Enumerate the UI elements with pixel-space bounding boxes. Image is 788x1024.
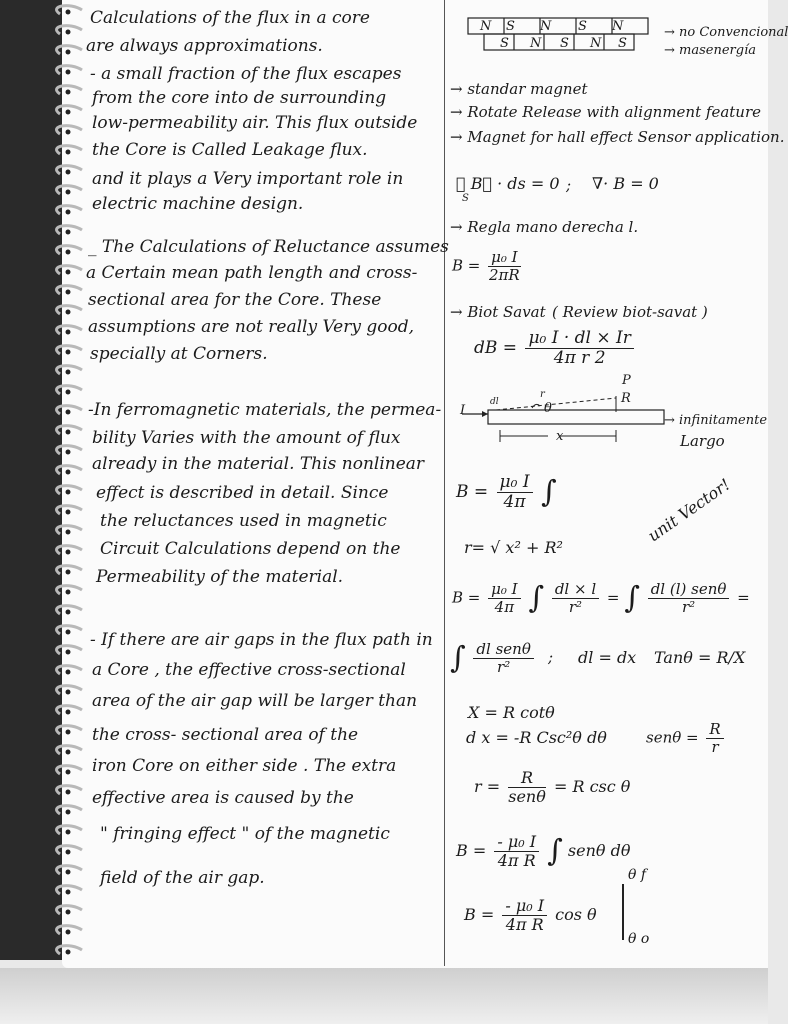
infinite-wire-note2: Largo [680, 432, 725, 450]
spiral-hole [66, 710, 71, 715]
spiral-hole [66, 490, 71, 495]
equation-dx: d x = -R Csc²θ dθ [466, 728, 607, 747]
spiral-hole [66, 570, 71, 575]
equation-dl-dx: dl = dx [578, 648, 637, 667]
unit-vector-note: unit Vector! [644, 474, 734, 546]
note-line: -In ferromagnetic materials, the permea- [88, 400, 442, 420]
note-line: " fringing effect " of the magnetic [100, 824, 390, 844]
spiral-hole [66, 310, 71, 315]
spiral-hole [66, 950, 71, 955]
magnet-bottom-label: S [560, 36, 569, 51]
equation-biot-savart: dB = $\frac{\text{μ₀ I · dl × Ir}}{\text{4π r 2}}$ [474, 330, 637, 367]
spiral-hole [66, 690, 71, 695]
spiral-hole [66, 650, 71, 655]
note-line: Calculations of the flux in a core [90, 8, 370, 28]
gauss-law-divergence: ∇· B = 0 [592, 174, 659, 193]
spiral-hole [66, 750, 71, 755]
spiral-hole [66, 830, 71, 835]
note-line: are always approximations. [86, 36, 323, 56]
note-line: a Core , the effective cross-sectional [92, 660, 406, 680]
spiral-hole [66, 150, 71, 155]
note-line: - If there are air gaps in the flux path in [90, 630, 433, 650]
limit-upper: θ f [628, 867, 647, 883]
spiral-hole [66, 530, 71, 535]
spiral-hole [66, 890, 71, 895]
spiral-hole [66, 410, 71, 415]
gauss-law-subscript: S [462, 193, 469, 204]
spiral-hole [66, 290, 71, 295]
note-line: the Core is Called Leakage flux. [92, 140, 368, 160]
note-line: from the core into de surrounding [92, 88, 387, 108]
spiral-hole [66, 10, 71, 15]
note-line: Permeability of the material. [96, 567, 344, 587]
magnet-bottom-label: N [590, 36, 602, 51]
note-line: Circuit Calculations depend on the [100, 539, 401, 559]
biot-savart-note: ( Review biot-savat ) [552, 303, 708, 321]
spiral-hole [66, 610, 71, 615]
diagram-current-label: I [460, 403, 466, 418]
spiral-hole [66, 210, 71, 215]
note-line: specially at Corners. [90, 344, 268, 364]
spiral-hole [66, 930, 71, 935]
biot-savart-title: → Biot Savat [450, 303, 546, 321]
spiral-rings [0, 0, 90, 960]
diagram-theta-label: θ [544, 401, 552, 416]
spiral-hole [66, 910, 71, 915]
spiral-hole [66, 730, 71, 735]
limit-lower: θ o [628, 931, 650, 947]
spiral-hole [66, 30, 71, 35]
magnet-top-label: N [480, 19, 492, 34]
spiral-hole [66, 370, 71, 375]
bullet-item: → standar magnet [450, 80, 588, 98]
spiral-hole [66, 630, 71, 635]
spiral-hole [66, 90, 71, 95]
center-margin-line [444, 0, 445, 966]
equation-separator: ; [548, 648, 554, 666]
magnet-note: → masenergía [664, 43, 756, 58]
note-line: electric machine design. [92, 194, 304, 214]
equation-b-final-integral: B = $\frac{\text{- μ₀ I}}{\text{4π R}}$ ∫ senθ dθ [456, 832, 631, 870]
gauss-law-separator: ; [566, 176, 572, 194]
magnet-top-label: S [578, 19, 587, 34]
equation-b-final: B = $\frac{\text{- μ₀ I}}{\text{4π R}}$ cos θ [464, 896, 597, 934]
diagram-point-p: P [622, 373, 631, 388]
magnet-top-label: S [506, 19, 515, 34]
note-line: area of the air gap will be larger than [92, 691, 418, 711]
spiral-hole [66, 770, 71, 775]
equation-r-magnitude: r= √ x² + R² [464, 538, 563, 557]
spiral-hole [66, 390, 71, 395]
spiral-hole [66, 590, 71, 595]
note-line: a Certain mean path length and cross- [86, 263, 418, 283]
equation-r-csc: r = $\frac{R}{\text{senθ}}$ = R csc θ [474, 768, 631, 806]
page-shadow [0, 968, 768, 1024]
diagram-dl-label: dl [490, 397, 499, 407]
spiral-hole [66, 810, 71, 815]
spiral-hole [66, 550, 71, 555]
spiral-hole [66, 790, 71, 795]
magnet-bottom-label: S [500, 36, 509, 51]
note-line: the cross- sectional area of the [92, 725, 359, 745]
bullet-item: → Magnet for hall effect Sensor application. [450, 128, 785, 146]
right-hand-rule-note: → Regla mano derecha l. [450, 218, 639, 236]
spiral-hole [66, 130, 71, 135]
equation-tan: Tanθ = R/X [654, 648, 746, 667]
equation-sin: senθ = $\frac{R}{r}$ [646, 722, 727, 755]
spiral-hole [66, 70, 71, 75]
equation-b-integral: B = $\frac{\text{μ₀ I}}{4\pi}$ ∫ [456, 472, 557, 512]
spiral-hole [66, 430, 71, 435]
note-line: iron Core on either side . The extra [92, 756, 397, 776]
spiral-hole [66, 330, 71, 335]
note-line: and it plays a Very important role in [92, 169, 404, 189]
note-line: effective area is caused by the [92, 788, 354, 808]
note-line: sectional area for the Core. These [88, 290, 382, 310]
spiral-hole [66, 170, 71, 175]
magnet-top-label: N [540, 19, 552, 34]
spiral-hole [66, 450, 71, 455]
equation-x-cot: X = R cotθ [468, 703, 555, 722]
note-line: bility Varies with the amount of flux [92, 428, 401, 448]
note-line: already in the material. This nonlinear [92, 454, 425, 474]
spiral-hole [66, 50, 71, 55]
equation-b-expansion: B = $\frac{\text{μ₀ I}}{4\pi}$ ∫ $\frac{dl \times l}{\text{r²}}$ = ∫ $\frac{\text{dl (l) senθ}}{\text{r²}}$ = [452, 580, 750, 616]
magnet-note: → no Convencional [664, 25, 788, 40]
spiral-hole [66, 350, 71, 355]
gauss-law-integral: ∮ B⃗ · ds = 0 [456, 174, 560, 193]
magnet-top-label: N [612, 19, 624, 34]
magnet-bottom-label: S [618, 36, 627, 51]
spiral-hole [66, 670, 71, 675]
diagram-x-label: x [556, 429, 564, 444]
evaluation-bar [622, 884, 624, 940]
spiral-hole [66, 470, 71, 475]
magnet-bottom-label: N [530, 36, 542, 51]
note-line: effect is described in detail. Since [96, 483, 389, 503]
note-line: assumptions are not really Very good, [88, 317, 415, 337]
spiral-hole [66, 250, 71, 255]
equation-b-field-wire: B = $\frac{\text{μ₀ I}}{2\pi R}$ [452, 248, 520, 284]
diagram-r-label: r [540, 389, 545, 400]
note-line: _ The Calculations of Reluctance assumes [88, 237, 449, 257]
spiral-hole [66, 850, 71, 855]
spiral-hole [66, 110, 71, 115]
spiral-hole [66, 510, 71, 515]
equation-integrand: ∫ $\frac{\text{dl senθ}}{\text{r²}}$ [450, 642, 537, 675]
diagram-r-distance: R [621, 391, 631, 406]
bullet-item: → Rotate Release with alignment feature [450, 103, 761, 121]
note-line: the reluctances used in magnetic [100, 511, 387, 531]
spiral-hole [66, 230, 71, 235]
spiral-hole [66, 270, 71, 275]
spiral-hole [66, 870, 71, 875]
note-line: low-permeability air. This flux outside [92, 113, 418, 133]
note-line: field of the air gap. [100, 868, 265, 888]
note-line: - a small fraction of the flux escapes [90, 64, 402, 84]
spiral-hole [66, 190, 71, 195]
infinite-wire-note: → infinitamente [664, 413, 768, 428]
